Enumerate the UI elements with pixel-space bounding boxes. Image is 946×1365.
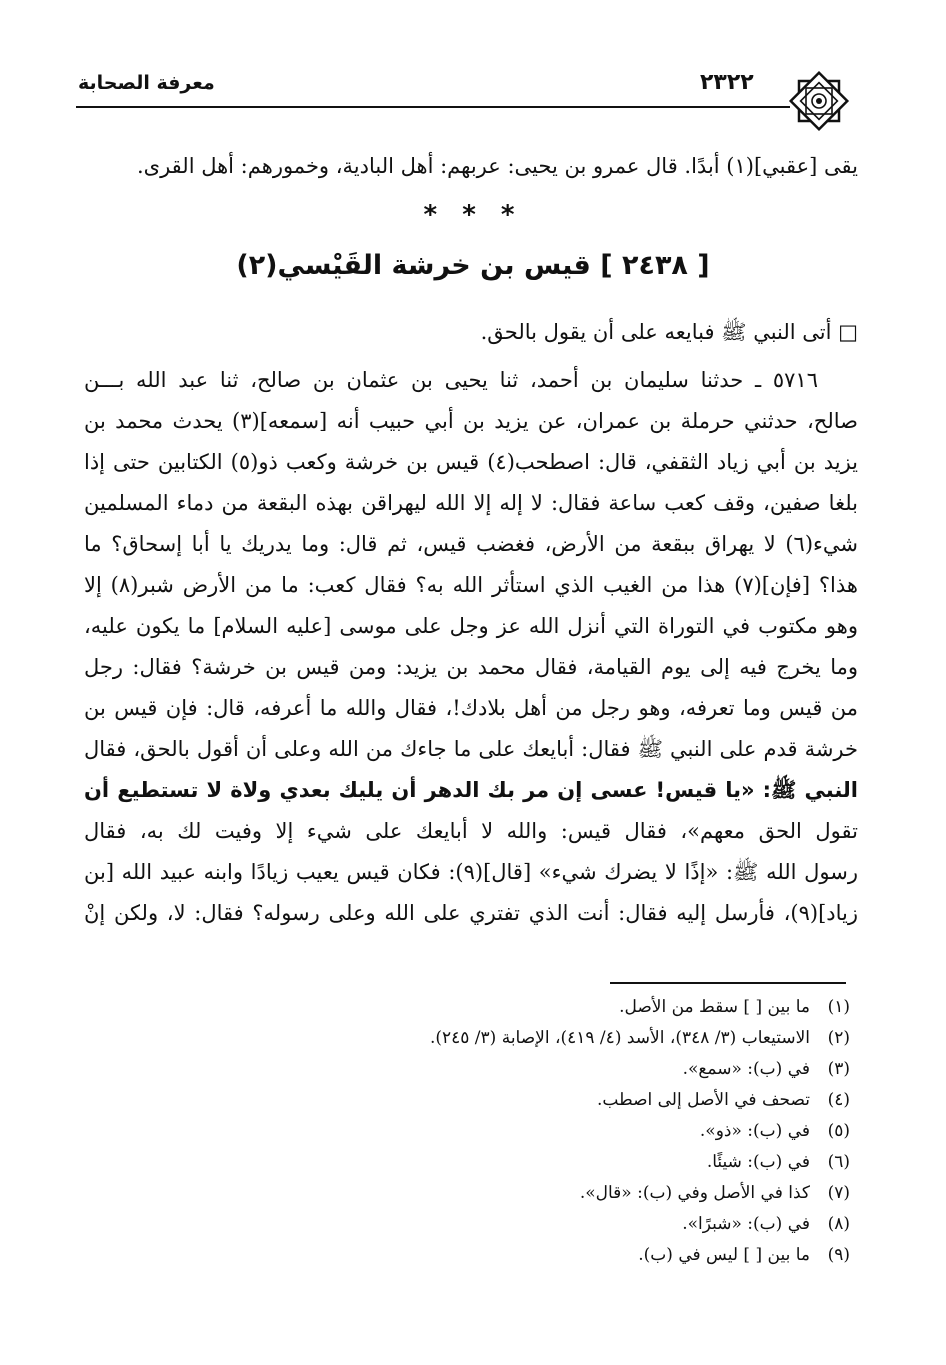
footnote — [300, 992, 850, 1023]
footnote-rule — [610, 982, 846, 984]
footnote-number: (٣) — [827, 1059, 850, 1079]
footnote-number: (٢) — [827, 1028, 850, 1048]
footnote-text: تصحف في الأصل إلى اصطب. — [597, 1090, 810, 1110]
text-line: النبي ﷺ: «يا قيس! عسى إن مر بك الدهر أن يليك بعدي ولاة لا تستطيع أن — [84, 778, 858, 802]
text-line: شيء(٦) لا يهراق ببقعة من الأرض، فغضب قيس، ثم قال: وما يدريك يا أبا إسحاق؟ ما — [84, 532, 858, 556]
hadith-text — [84, 360, 858, 934]
footnote-number: (٥) — [827, 1121, 850, 1141]
continuation-line — [84, 146, 858, 187]
footnote — [300, 1240, 850, 1271]
text-line: خرشة قدم على النبي ﷺ فقال: أبايعك على ما جاءك من الله وعلى أن أقول بالحق، فقال — [84, 737, 858, 761]
footnote-text: كذا في الأصل وفي (ب): «قال». — [579, 1183, 810, 1203]
text-line: تقول الحق معهم»، فقال قيس: والله لا أبايعك على شيء إلا وفيت لك به، فقال — [84, 819, 858, 843]
footnote-number: (١) — [827, 997, 850, 1017]
section-separator-stars: * * * — [423, 200, 523, 230]
text-line: هذا؟ [فإن](٧) هذا من الغيب الذي استأثر الله به؟ فقال كعب: ما من الأرض شبر(٨) إلا — [84, 573, 858, 597]
entry-summary — [84, 312, 858, 353]
text-line: رسول الله ﷺ: «إذًا لا يضرك شيء» [قال](٩): فكان قيس يعيب زيادًا وابنه عبيد الله [بن — [84, 860, 858, 884]
footnote-text: الاستيعاب (٣/ ٣٤٨)، الأسد (٤/ ٤١٩)، الإصابة (٣/ ٢٤٥). — [429, 1028, 810, 1048]
footnote — [300, 1178, 850, 1209]
footnote-text: في (ب): «سمع». — [682, 1059, 810, 1079]
footnote — [300, 1054, 850, 1085]
page-number: ٢٣٢٢ — [700, 70, 754, 95]
section-title: [ ٢٤٣٨ ] قيس بن خرشة القَيْسي(٢) — [236, 250, 710, 281]
footnote-text: في (ب): «شبرًا». — [682, 1214, 810, 1234]
text-line: ٥٧١٦ ـ حدثنا سليمان بن أحمد، ثنا يحيى بن عثمان بن صالح، ثنا عبد الله بـــن — [84, 368, 818, 392]
text-line: وما يخرج فيه إلى يوم القيامة، فقال محمد بن يزيد: ومن قيس بن خرشة؟ فقال: رجل — [84, 655, 858, 679]
footnote — [300, 1147, 850, 1178]
footnote-text: ما بين [ ] ليس في (ب). — [638, 1245, 810, 1265]
footnote-number: (٧) — [827, 1183, 850, 1203]
footnote-number: (٨) — [827, 1214, 850, 1234]
page-ornament-icon — [786, 68, 852, 134]
text-line: □ أتى النبي ﷺ فبايعه على أن يقول بالحق. — [480, 320, 858, 344]
text-line: من قيس وما تعرفه، وهو رجل من أهل بلادك!، فقال والله ما أعرفه، قال: فإن قيس بن — [84, 696, 858, 720]
footnote-number: (٦) — [827, 1152, 850, 1172]
footnote-number: (٤) — [827, 1090, 850, 1110]
header-rule — [76, 106, 790, 108]
text-line: يزيد بن أبي زياد الثقفي، قال: اصطحب(٤) قيس بن خرشة وكعب ذو(٥) الكتابين حتى إذا — [84, 450, 859, 474]
text-line: يقى [عقبي](١) أبدًا. قال عمرو بن يحيى: عربهم: أهل البادية، وخمورهم: أهل القرى. — [136, 154, 858, 178]
footnote-text: في (ب): شيئًا. — [706, 1152, 810, 1172]
text-line: زياد](٩)، فأرسل إليه فقال: أنت الذي تفتري على الله وعلى رسوله؟ فقال: لا، ولكن إنْ — [84, 901, 858, 925]
footnote — [300, 1116, 850, 1147]
text-line: بلغا صفين، وقف كعب ساعة فقال: لا إله إلا الله ليهراقن بهذه البقعة من دماء المسلمين — [84, 491, 858, 515]
footnotes — [300, 992, 850, 1271]
footnote-number: (٩) — [827, 1245, 850, 1265]
footnote — [300, 1085, 850, 1116]
footnote — [300, 1023, 850, 1054]
text-line: صالح، حدثني حرملة بن عمران، عن يزيد بن أبي حبيب أنه [سمعه](٣) يحدث محمد بن — [84, 409, 858, 433]
footnote — [300, 1209, 850, 1240]
text-line: وهو مكتوب في التوراة التي أنزل الله عز وجل على موسى [عليه السلام] ما يكون عليه، — [84, 614, 858, 638]
running-header-title: معرفة الصحابة — [78, 72, 215, 94]
footnote-text: ما بين [ ] سقط من الأصل. — [619, 997, 810, 1017]
footnote-text: في (ب): «ذو». — [699, 1121, 810, 1141]
